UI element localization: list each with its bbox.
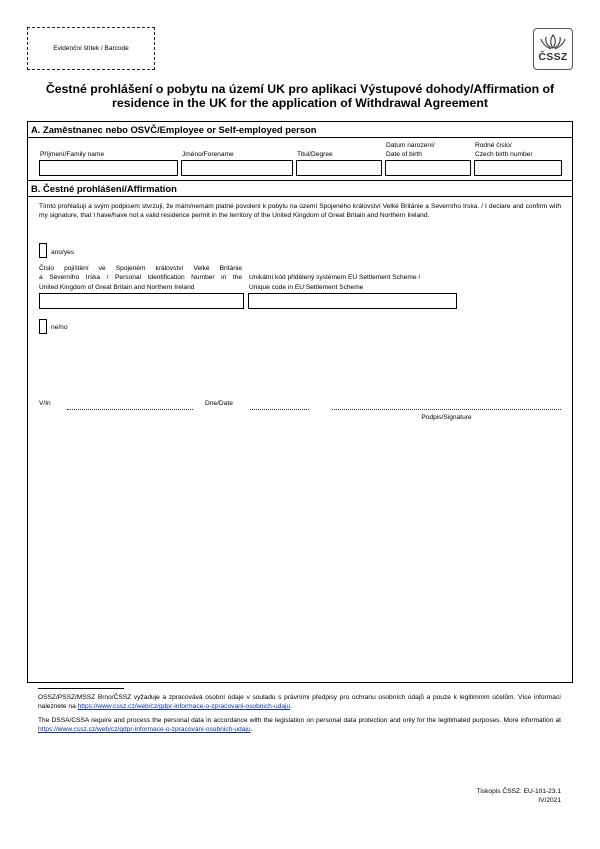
surname-label: Příjmení/Family name: [40, 151, 105, 158]
signature-label: Podpis/Signature: [421, 414, 472, 421]
uk-id-field[interactable]: [39, 293, 244, 309]
date-line[interactable]: [250, 409, 309, 410]
no-label: ne/no: [51, 324, 68, 331]
footnote-cz: [38, 693, 561, 712]
birthno-field[interactable]: [474, 160, 562, 176]
surname-field[interactable]: [39, 160, 178, 176]
eu-code-label-2: Unique code in EU Settlement Scheme: [249, 284, 364, 291]
uk-id-label-2: a Severního Irska / Personal Identification Number in the: [39, 274, 242, 281]
footnote-en: [38, 716, 561, 735]
gdpr-link-cz[interactable]: https://www.cssz.cz/web/cz/gdpr-informace-o-zpracovani-osobnich-udaju: [77, 703, 291, 711]
eu-code-label-1: Unikátní kód přidělený systémem EU Settlement Scheme /: [249, 274, 421, 281]
dob-field[interactable]: [385, 160, 471, 176]
footnote-en-end: .: [250, 726, 253, 734]
signature-line[interactable]: [332, 409, 561, 410]
footnote-rule: [38, 688, 124, 689]
footnote-cz-text: OSSZ/PSSZ/MSSZ Brno/ČSSZ vyžaduje a zpracovává osobní údaje v souladu s právními předpisy pro ochranu osobních údajů a pouze k legitimním účelům. Více informací naleznete na: [38, 694, 561, 711]
logo-text: ČSSZ: [538, 51, 568, 63]
barcode-box: [27, 27, 155, 70]
dob-label-en: Date of birth: [386, 151, 422, 158]
section-b-divider-top: [27, 180, 573, 181]
section-b-heading: B. Čestné prohlášení/Affirmation: [31, 183, 177, 194]
cssz-logo: [533, 28, 573, 70]
date-label: Dne/Date: [205, 400, 233, 407]
place-label: V/In: [39, 400, 51, 407]
page-title: Čestné prohlášení o pobytu na území UK pro aplikaci Výstupové dohody/Affirmation of residence in the UK for the application of Withdrawal Agreement: [45, 82, 555, 110]
footnote-cz-end: .: [290, 703, 293, 711]
forename-field[interactable]: [181, 160, 293, 176]
section-a-divider: [27, 137, 573, 138]
forename-label: Jméno/Forename: [182, 151, 234, 158]
form-code-line2: IV/2021: [538, 797, 561, 805]
affirmation-text: Tímto prohlašuji a svým podpisem stvrzuji, že mám/nemám platné povolení k pobytu na území Spojeného království Velké Británie a Severního Irska. / I declare and confirm with my signature, that I have/have not a valid residence permit in the territory of the United Kingdom of Great Britain and Northern Ireland.: [39, 203, 561, 220]
eu-code-field[interactable]: [248, 293, 457, 309]
section-a-heading: A. Zaměstnanec nebo OSVČ/Employee or Self-employed person: [31, 124, 317, 135]
birthno-label-en: Czech birth number: [475, 151, 533, 158]
uk-id-label-3: United Kingdom of Great Britain and Northern Ireland: [39, 284, 195, 291]
yes-checkbox[interactable]: [39, 243, 47, 258]
gdpr-link-en[interactable]: https://www.cssz.cz/web/cz/gdpr-informace-o-zpracovani-osobnich-udaju: [38, 726, 251, 734]
degree-field[interactable]: [296, 160, 382, 176]
footnote-en-text: The DSSA/CSSA require and process the personal data in accordance with the legislation on personal data protection and only for the legitimated purposes. More information at: [38, 717, 561, 724]
form-code-line1: Tiskopis ČSSZ: EU-101-23.1: [476, 788, 561, 795]
no-checkbox[interactable]: [39, 319, 47, 334]
dob-label-cz: Datum narození/: [386, 142, 435, 149]
section-b-divider: [27, 196, 573, 197]
place-line[interactable]: [67, 409, 193, 410]
birthno-label-cz: Rodné číslo/: [475, 142, 512, 149]
cssz-logo-icon: [539, 32, 567, 52]
barcode-label: Evidenční štítek / Barcode: [53, 45, 129, 52]
uk-id-label-1: Číslo pojištění ve Spojeném království Velké Británie: [39, 265, 242, 272]
form-code: [380, 787, 561, 806]
degree-label: Titul/Degree: [297, 151, 333, 158]
yes-label: ano/yes: [51, 249, 75, 256]
